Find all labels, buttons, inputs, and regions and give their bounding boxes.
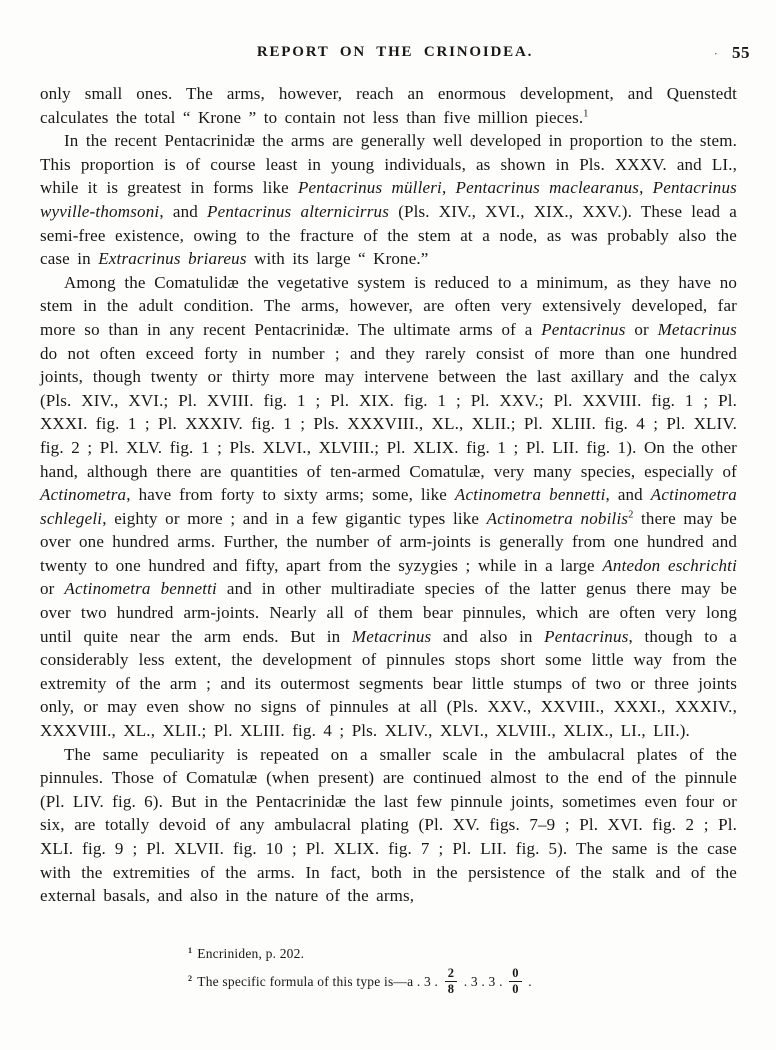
fraction: $\frac{0}{0}$	[509, 967, 521, 996]
footnotes	[188, 944, 716, 999]
paragraph-1: only small ones. The arms, however, reach an enormous development, and Quenstedt calculates the total “ Krone ” to contain not less than five million pieces.$^1$	[40, 84, 737, 127]
running-title: REPORT ON THE CRINOIDEA.	[256, 44, 534, 60]
body-text	[40, 82, 737, 908]
footnote-text-1: Encriniden, p. 202.	[197, 946, 305, 961]
paragraph-4: The same peculiarity is repeated on a smaller scale in the ambulacral plates of the pinnules. Those of Comatulæ (when present) are continued almost to the end of the pinnule (Pl. LIV. fig. 6). But in the Pentacrinidæ the last few pinnule joints, sometimes even four or six, are totally devoid of any ambulacral plating (Pl. XV. figs. 7–9 ; Pl. XVI. fig. 2 ; Pl. XLI. fig. 9 ; Pl. XLVII. fig. 10 ; Pl. XLIX. fig. 7 ; Pl. LII. fig. 5). The same is the case with the extremities of the arms. In fact, both in the persistence of the stalk and of the external basals, and also in the nature of the arms,	[40, 744, 737, 906]
paragraph-3: Among the Comatulidæ the vegetative system is reduced to a minimum, as they have no stem in the adult condition. The arms, however, are often very extensively developed, far more so than in any recent Pentacrinidæ. The ultimate arms of a Pentacrinus or Metacrinus do not often exceed forty in number ; and they rarely consist of more than one hundred joints, though twenty or thirty more may intervene between the last axillary and the calyx (Pls. XIV., XVI.; Pl. XVIII. fig. 1 ; Pl. XIX. fig. 1 ; Pl. XXV.; Pl. XXVIII. fig. 1 ; Pl. XXXI. fig. 1 ; Pl. XXXIV. fig. 1 ; Pls. XXXVIII., XL., XLII.; Pl. XLIII. fig. 4 ; Pl. XLIV. fig. 2 ; Pl. XLV. fig. 1 ; Pls. XLVI., XLVIII.; Pl. XLIX. fig. 1 ; Pl. LII. fig. 1). On the other hand, although there are quantities of ten-armed Comatulæ, very many species, especially of Actinometra, have from forty to sixty arms; some, like Actinometra bennetti, and Actinometra schlegeli, eighty or more ; and in a few gigantic types like Actinometra nobilis$^2$ there may be over one hundred arms. Further, the number of arm-joints is generally from one hundred and twenty to one hundred and fifty, apart from the syzygies ; while in a large Antedon eschrichti or Actinometra bennetti and in other multiradiate species of the latter genus there may be over two hundred arm-joints. Nearly all of them bear pinnules, which are often very long until quite near the arm ends. But in Metacrinus and also in Pentacrinus, though to a considerably less extent, the development of pinnules stops short some little way from the extremity of the arm ; and its outermost segments bear little stumps of two or three joints only, or may even show no signs of pinnules at all (Pls. XXV., XXVIII., XXXI., XXXIV., XXXVIII., XL., XLII.; Pl. XLIII. fig. 4 ; Pls. XLIV., XLVI., XLVIII., XLIX., LI., LII.).	[40, 272, 737, 741]
paragraph-2: In the recent Pentacrinidæ the arms are generally well developed in proportion to the stem. This proportion is of course least in young individuals, as shown in Pls. XXXV. and LI., while it is greatest in forms like Pentacrinus mülleri, Pentacrinus maclearanus, Pentacrinus wyville-thomsoni, and Pentacrinus alternicirrus (Pls. XIV., XVI., XIX., XXV.). These lead a semi-free existence, owing to the fracture of the stem at a node, as was probably also the case in Extracrinus briareus with its large “ Krone.”	[40, 131, 738, 269]
footnote-marker-2: 2	[188, 973, 193, 983]
page-number	[714, 43, 750, 63]
footnote-marker-1: 1	[188, 945, 193, 955]
footnote-text-2: The specific formula of this type is—a . 3 . $\frac{2}{8}$ . 3 . 3 . $\frac{0}{0}$ .	[197, 966, 532, 997]
fraction: $\frac{2}{8}$	[445, 967, 457, 996]
footnote-2	[188, 967, 716, 996]
page-header	[40, 44, 750, 66]
page-number-dot: ·	[713, 45, 718, 61]
footnote-1	[188, 944, 716, 964]
page-number-value: 55	[732, 43, 750, 62]
